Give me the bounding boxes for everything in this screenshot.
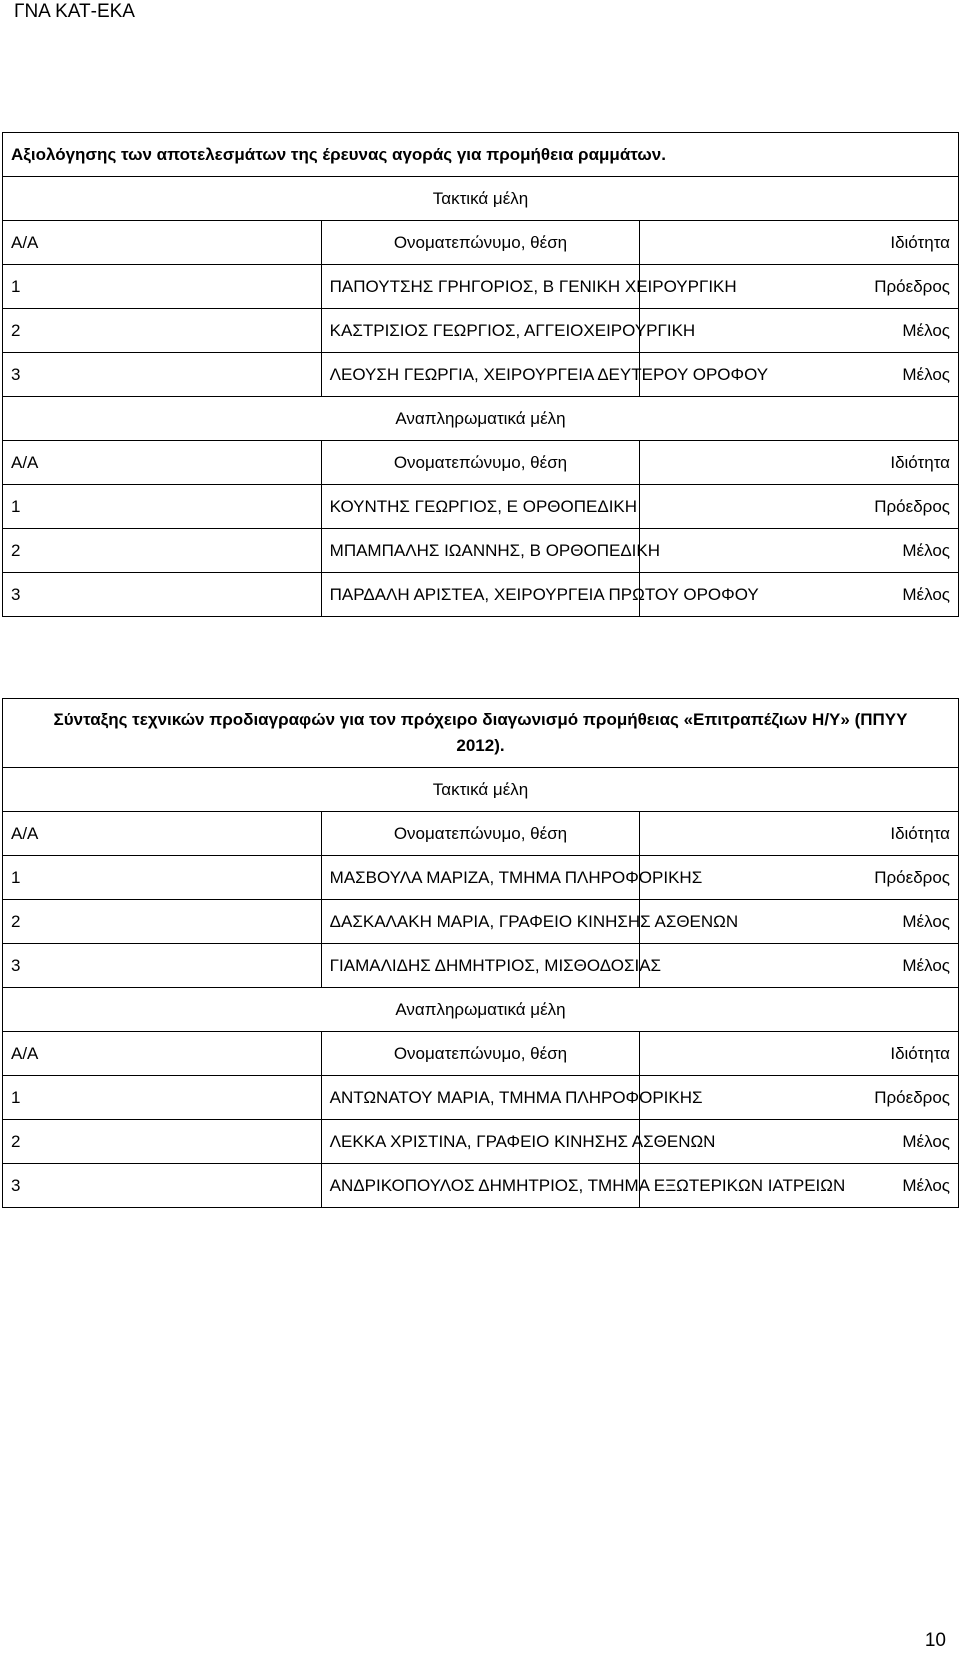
member-name: ΑΝΔΡΙΚΟΠΟΥΛΟΣ ΔΗΜΗΤΡΙΟΣ, ΤΜΗΜΑ ΕΞΩΤΕΡΙΚΩΝ ΙΑΤΡΕΙΩΝ (321, 1164, 640, 1208)
member-role: Μέλος (640, 900, 959, 944)
member-role: Μέλος (640, 529, 959, 573)
member-name: ΜΠΑΜΠΑΛΗΣ ΙΩΑΝΝΗΣ, Β ΟΡΘΟΠΕΔΙΚΗ (321, 529, 640, 573)
member-name: ΠΑΡΔΑΛΗ ΑΡΙΣΤΕΑ, ΧΕΙΡΟΥΡΓΕΙΑ ΠΡΩΤΟΥ ΟΡΟΦΟΥ (321, 573, 640, 617)
column-header-role: Ιδιότητα (640, 812, 959, 856)
column-header-name: Ονοματεπώνυμο, θέση (321, 1032, 640, 1076)
table-row (3, 1164, 959, 1208)
section-label-row (3, 988, 959, 1032)
row-number: 2 (3, 1120, 322, 1164)
column-header-role: Ιδιότητα (640, 1032, 959, 1076)
row-number: 2 (3, 900, 322, 944)
table-row (3, 265, 959, 309)
row-number: 1 (3, 265, 322, 309)
column-header-name: Ονοματεπώνυμο, θέση (321, 441, 640, 485)
committee-title-row (3, 133, 959, 177)
member-name: ΠΑΠΟΥΤΣΗΣ ΓΡΗΓΟΡΙΟΣ, Β ΓΕΝΙΚΗ ΧΕΙΡΟΥΡΓΙΚΗ (321, 265, 640, 309)
column-header-no: Α/Α (3, 221, 322, 265)
table-row (3, 309, 959, 353)
table-row (3, 1076, 959, 1120)
column-header-no: Α/Α (3, 441, 322, 485)
member-role: Μέλος (640, 353, 959, 397)
table-row (3, 485, 959, 529)
table-row (3, 944, 959, 988)
section-label-regular: Τακτικά μέλη (3, 177, 959, 221)
row-number: 2 (3, 529, 322, 573)
member-name: ΑΝΤΩΝΑΤΟΥ ΜΑΡΙΑ, ΤΜΗΜΑ ΠΛΗΡΟΦΟΡΙΚΗΣ (321, 1076, 640, 1120)
page-header: ΓΝΑ ΚΑΤ-ΕΚΑ (14, 1, 135, 22)
row-number: 3 (3, 944, 322, 988)
member-name: ΓΙΑΜΑΛΙΔΗΣ ΔΗΜΗΤΡΙΟΣ, ΜΙΣΘΟΔΟΣΙΑΣ (321, 944, 640, 988)
member-role: Μέλος (640, 1120, 959, 1164)
member-name: ΔΑΣΚΑΛΑΚΗ ΜΑΡΙΑ, ΓΡΑΦΕΙΟ ΚΙΝΗΣΗΣ ΑΣΘΕΝΩΝ (321, 900, 640, 944)
member-name: ΚΑΣΤΡΙΣΙΟΣ ΓΕΩΡΓΙΟΣ, ΑΓΓΕΙΟΧΕΙΡΟΥΡΓΙΚΗ (321, 309, 640, 353)
committee-title: Αξιολόγησης των αποτελεσμάτων της έρευνας αγοράς για προμήθεια ραμμάτων. (3, 133, 959, 177)
member-name: ΛΕΟΥΣΗ ΓΕΩΡΓΙΑ, ΧΕΙΡΟΥΡΓΕΙΑ ΔΕΥΤΕΡΟΥ ΟΡΟΦΟΥ (321, 353, 640, 397)
table-row (3, 900, 959, 944)
table-row (3, 353, 959, 397)
member-role: Μέλος (640, 573, 959, 617)
page-number: 10 (924, 1630, 946, 1651)
member-role: Μέλος (640, 944, 959, 988)
member-name: ΛΕΚΚΑ ΧΡΙΣΤΙΝΑ, ΓΡΑΦΕΙΟ ΚΙΝΗΣΗΣ ΑΣΘΕΝΩΝ (321, 1120, 640, 1164)
section-label-regular: Τακτικά μέλη (3, 768, 959, 812)
member-role: Πρόεδρος (640, 265, 959, 309)
row-number: 1 (3, 485, 322, 529)
column-header-name: Ονοματεπώνυμο, θέση (321, 812, 640, 856)
row-number: 2 (3, 309, 322, 353)
row-number: 3 (3, 573, 322, 617)
column-header-role: Ιδιότητα (640, 441, 959, 485)
column-header-no: Α/Α (3, 812, 322, 856)
member-role: Πρόεδρος (640, 485, 959, 529)
row-number: 1 (3, 1076, 322, 1120)
member-name: ΜΑΣΒΟΥΛΑ ΜΑΡΙΖΑ, ΤΜΗΜΑ ΠΛΗΡΟΦΟΡΙΚΗΣ (321, 856, 640, 900)
row-number: 1 (3, 856, 322, 900)
row-number: 3 (3, 1164, 322, 1208)
column-header-row (3, 812, 959, 856)
committee-table-2 (2, 698, 959, 1208)
committee-table-1 (2, 132, 959, 617)
table-row (3, 573, 959, 617)
column-header-role: Ιδιότητα (640, 221, 959, 265)
member-role: Πρόεδρος (640, 1076, 959, 1120)
section-label-alternate: Αναπληρωματικά μέλη (3, 397, 959, 441)
committee-title: Σύνταξης τεχνικών προδιαγραφών για τον πρόχειρο διαγωνισμό προμήθειας «Επιτραπέζιων Η/Υ» (ΠΠΥΥ 2012). (3, 699, 959, 768)
section-label-alternate: Αναπληρωματικά μέλη (3, 988, 959, 1032)
member-role: Μέλος (640, 1164, 959, 1208)
table-row (3, 856, 959, 900)
section-label-row (3, 397, 959, 441)
column-header-name: Ονοματεπώνυμο, θέση (321, 221, 640, 265)
member-role: Μέλος (640, 309, 959, 353)
member-name: ΚΟΥΝΤΗΣ ΓΕΩΡΓΙΟΣ, Ε ΟΡΘΟΠΕΔΙΚΗ (321, 485, 640, 529)
column-header-row (3, 221, 959, 265)
section-label-row (3, 177, 959, 221)
column-header-no: Α/Α (3, 1032, 322, 1076)
table-row (3, 1120, 959, 1164)
section-label-row (3, 768, 959, 812)
column-header-row (3, 1032, 959, 1076)
table-row (3, 529, 959, 573)
column-header-row (3, 441, 959, 485)
row-number: 3 (3, 353, 322, 397)
committee-title-row (3, 699, 959, 768)
member-role: Πρόεδρος (640, 856, 959, 900)
